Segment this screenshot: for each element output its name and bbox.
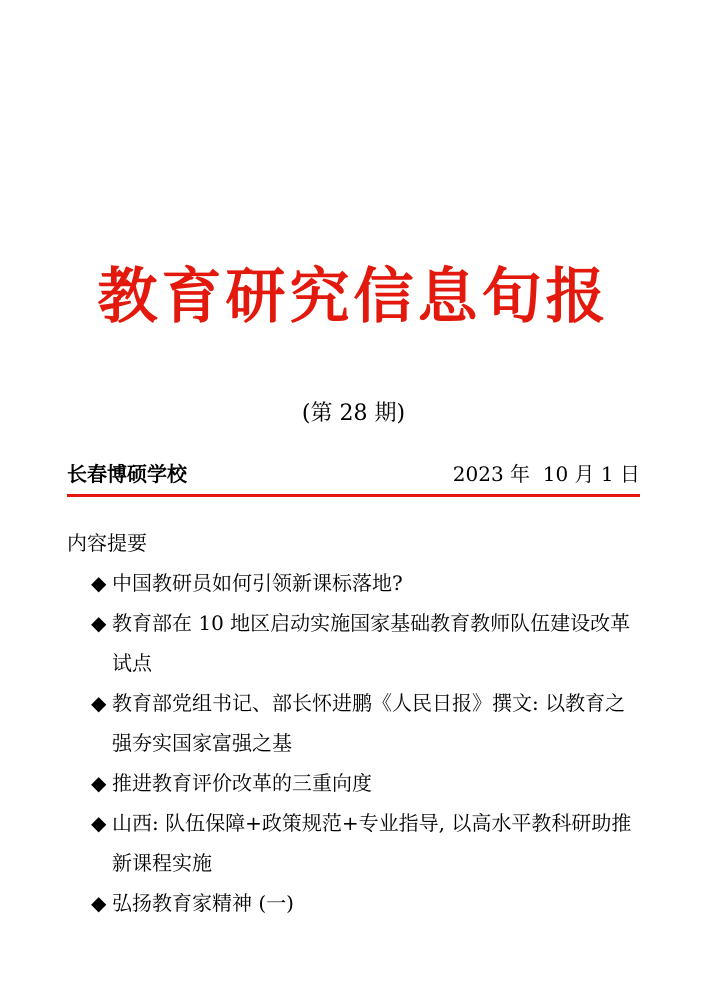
list-item — [91, 563, 640, 603]
publication-date: 2023 年 10 月 1 日 — [452, 462, 640, 486]
diamond-bullet-icon: ◆ — [91, 691, 107, 715]
list-item — [91, 603, 640, 683]
list-item-text: 中国教研员如何引领新课标落地? — [112, 571, 403, 595]
red-divider-line — [67, 494, 640, 497]
meta-row — [67, 460, 640, 488]
diamond-bullet-icon: ◆ — [91, 611, 107, 635]
list-item-text: 弘扬教育家精神 (一) — [112, 891, 294, 915]
list-item-text: 推进教育评价改革的三重向度 — [112, 771, 372, 795]
organization-name: 长春博硕学校 — [67, 462, 187, 486]
list-item — [91, 683, 640, 763]
summary-list — [67, 563, 640, 923]
list-item-text: 教育部党组书记、部长怀进鹏《人民日报》撰文: 以教育之强夯实国家富强之基 — [112, 691, 626, 755]
diamond-bullet-icon: ◆ — [91, 771, 107, 795]
issue-number: (第 28 期) — [301, 401, 406, 426]
summary-heading: 内容提要 — [67, 531, 147, 555]
list-item — [91, 803, 640, 883]
list-item-text: 教育部在 10 地区启动实施国家基础教育教师队伍建设改革试点 — [112, 611, 631, 675]
list-item — [91, 763, 640, 803]
list-item-text: 山西: 队伍保障+政策规范+专业指导, 以高水平教科研助推新课程实施 — [112, 811, 632, 875]
diamond-bullet-icon: ◆ — [91, 811, 107, 835]
newsletter-title: 教育研究信息旬报 — [97, 262, 610, 332]
list-item — [91, 883, 640, 923]
diamond-bullet-icon: ◆ — [91, 571, 107, 595]
diamond-bullet-icon: ◆ — [91, 891, 107, 915]
